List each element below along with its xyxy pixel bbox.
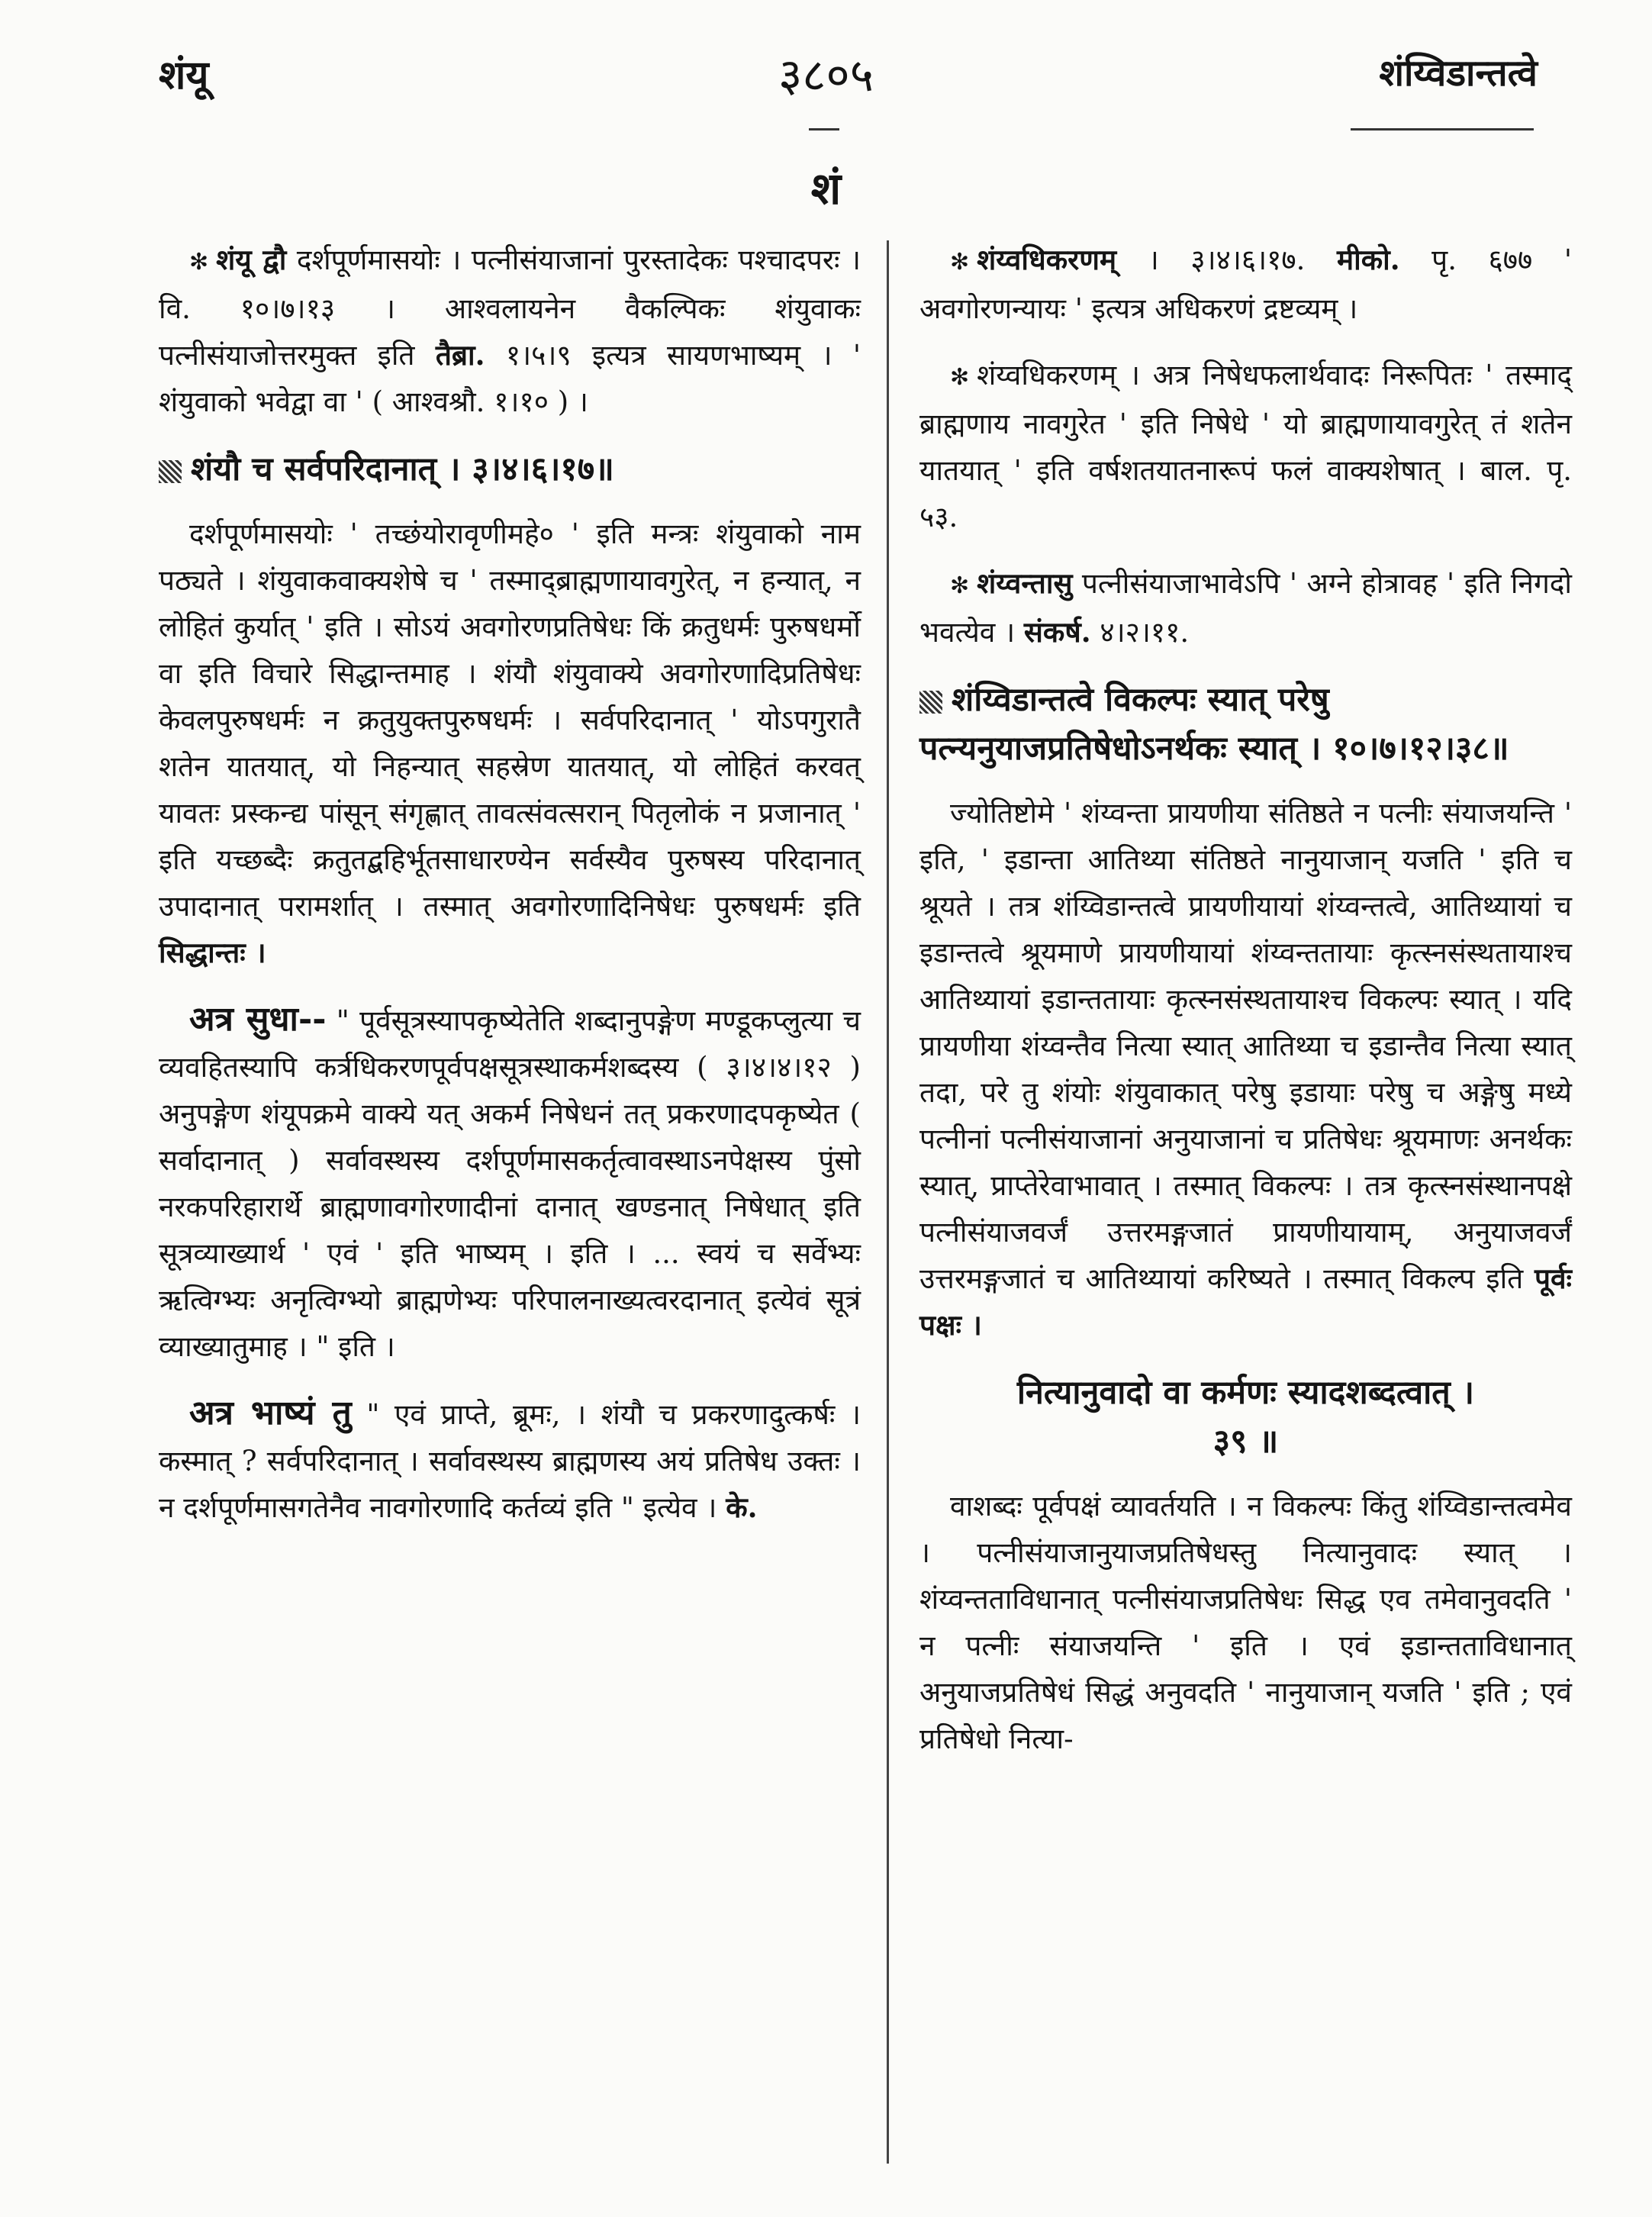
column-divider <box>887 240 889 2164</box>
left-entry-shamyu <box>159 237 861 425</box>
entry-headword: शंयू द्वौ <box>216 243 287 276</box>
right-entry-adhikarana-2 <box>919 352 1572 540</box>
section-letter: शं <box>810 163 842 214</box>
entry-text: । अत्र निषेधफलार्थवादः निरूपितः ' तस्माद् ब्राह्मणाय नावगुरेत ' इति निषेधे ' यो ब्राह्मणायावगुरेत् तं शतेन यातयात् ' इति वर्षशतयातनारूपं फलं वाक्यशेषात् । बाल. पृ. ५३. <box>919 359 1573 533</box>
sutra-mark-icon <box>159 460 182 483</box>
asterisk-icon: ✻ <box>950 249 970 276</box>
right-paragraph <box>919 790 1572 1349</box>
source-abbrev: के. <box>726 1490 758 1524</box>
entry-headword: शंय्वधिकरणम् <box>977 359 1117 392</box>
entry-text: । ३।४।६।१७. <box>1148 243 1306 276</box>
right-paragraph-2 <box>919 1483 1572 1762</box>
left-column <box>159 237 861 1551</box>
header-right-word: शंय्विडान्तत्वे <box>1379 52 1538 95</box>
header-left-word: शंयू <box>159 52 209 98</box>
sutra-text: शंयौ च सर्वपरिदानात् । ३।४।६।१७॥ <box>191 450 614 488</box>
left-paragraph-bhashya <box>159 1390 861 1531</box>
header-rule-center <box>809 128 839 131</box>
sutra-text: शंय्विडान्तत्वे विकल्पः स्यात् परेषु पत्न्यनुयाजप्रतिषेधोऽनर्थकः स्यात् । १०।७।१२।३८॥ <box>919 681 1509 768</box>
right-entry-shamyvantasu <box>919 560 1572 656</box>
bhashya-label: अत्र भाष्यं तु <box>189 1394 352 1432</box>
sudha-label: अत्र सुधा-- <box>189 1000 327 1039</box>
header-rule-right <box>1351 128 1534 131</box>
right-column <box>919 237 1572 1782</box>
sutra-text: नित्यानुवादो वा कर्मणः स्यादशब्दत्वात् । <box>1016 1374 1475 1412</box>
left-paragraph <box>159 511 861 976</box>
right-entry-adhikarana <box>919 237 1572 332</box>
sutra-heading <box>919 675 1572 773</box>
paragraph-text: " पूर्वसूत्रस्यापकृष्येतेति शब्दानुपङ्गेण मण्डूकप्लुत्या च व्यवहितस्यापि कर्त्रधिकरणपूर्वपक्षसूत्रस्थाकर्मशब्दस्य ( ३।४।४।१२ ) अनुपङ्गेण शंयूपक्रमे वाक्ये यत् अकर्म निषेधनं तत् प्रकरणादपकृष्येत ( सर्वादानात् ) सर्वावस्थस्य दर्शपूर्णमासकर्तृत्वावस्थाऽनपेक्षस्य पुंसो नरकपरिहारार्थे ब्राह्मणावगोरणादीनां दानात् खण्डनात् निषेधात् इति सूत्रव्याख्यार्थ ' एवं ' इति भाष्यम् । इति । ... स्वयं च सर्वेभ्यः ऋत्विग्भ्यः अनृत्विग्भ्यो ब्राह्मणेभ्यः परिपालनाख्यत्वरदानात् इत्येवं सूत्रं व्याख्यातुमाह । " इति । <box>159 1004 861 1363</box>
paragraph-text: वाशब्दः पूर्वपक्षं व्यावर्तयति । न विकल्पः किंतु शंय्विडान्तत्वमेव । पत्नीसंयाजानुयाजप्रतिषेधस्तु नित्यानुवादः स्यात् । शंय्वन्तताविधानात् पत्नीसंयाजप्रतिषेधः सिद्ध एव तमेवानुवदति ' न पत्नीः संयाजयन्ति ' इति । एवं इडान्तताविधानात् अनुयाजप्रतिषेधं सिद्धं अनुवदति ' नानुयाजान् यजति ' इति ; एवं प्रतिषेधो नित्या- <box>919 1490 1572 1755</box>
sutra-heading-2 <box>919 1368 1572 1466</box>
sutra-mark-icon <box>919 691 942 714</box>
purvapaksha-label: पूर्वः पक्षः । <box>919 1262 1573 1342</box>
paragraph-text: दर्शपूर्णमासयोः ' तच्छंयोरावृणीमहे० ' इति मन्त्रः शंयुवाको नाम पठ्यते । शंयुवाकवाक्यशेषे च ' तस्माद्ब्राह्मणायावगुरेत्, न हन्यात्, न लोहितं कुर्यात् ' इति । सोऽयं अवगोरणप्रतिषेधः किं क्रतुधर्मः पुरुषधर्मो वा इति विचारे सिद्धान्तमाह । शंयौ शंयुवाक्ये अवगोरणादिप्रतिषेधः केवलपुरुषधर्मः न क्रतुयुक्तपुरुषधर्मः । सर्वपरिदानात् ' योऽपगुरातै शतेन यातयात्, यो निहन्यात् सहस्रेण यातयात्, यो लोहितं करवत् यावतः प्रस्कन्द्य पांसून् संगृह्णात् तावत्संवत्सरान् पितृलोकं न प्रजानात् ' इति यच्छब्दैः क्रतुतद्बहिर्भूतसाधारण्येन सर्वस्यैव पुरुषस्य परिदानात् उपादानात् परामर्शात् । तस्मात् अवगोरणादिनिषेधः पुरुषधर्मः इति <box>159 517 861 923</box>
asterisk-icon: ✻ <box>189 249 209 276</box>
asterisk-icon: ✻ <box>950 572 970 599</box>
sutra-number: ३९ ॥ <box>1212 1423 1279 1461</box>
entry-ref: संकर्ष. <box>1023 615 1091 649</box>
page-number: ३८०५ <box>778 49 874 102</box>
asterisk-icon: ✻ <box>950 364 970 391</box>
conclusion-label: सिद्धान्तः । <box>159 936 266 969</box>
entry-text: पत्नीसंयाजाभावेऽपि ' अग्ने होत्रावह ' इति निगदो भवत्येव । <box>919 567 1573 649</box>
left-paragraph-sudha <box>159 996 861 1370</box>
entry-text: दर्शपूर्णमासयोः । पत्नीसंयाजानां पुरस्तादेकः पश्चादपरः । वि. १०।७।१३ । आश्वलायनेन वैकल्पिकः शंयुवाकः पत्नीसंयाजोत्तरमुक्त इति <box>159 243 861 372</box>
paragraph-text: ज्योतिष्टोमे ' शंय्वन्ता प्रायणीया संतिष्ठते न पत्नीः संयाजयन्ति ' इति, ' इडान्ता आतिथ्या संतिष्ठते नानुयाजान् यजति ' इति च श्रूयते । तत्र शंय्विडान्तत्वे प्रायणीयायां शंय्वन्तत्वे, आतिथ्यायां च इडान्तत्वे श्रूयमाणे प्रायणीयायां शंय्वन्ततायाः कृत्स्नसंस्थतायाश्च आतिथ्यायां इडान्ततायाः कृत्स्नसंस्थतायाश्च विकल्पः स्यात् । यदि प्रायणीया शंय्वन्तैव नित्या स्यात् आतिथ्या च इडान्तैव नित्या स्यात् तदा, परे तु शंयोः शंयुवाकात् परेषु इडायाः परेषु च अङ्गेषु मध्ये पत्नीनां पत्नीसंयाजानां अनुयाजानां च प्रतिषेधः श्रूयमाणः अनर्थकः स्यात्, प्राप्तेरेवाभावात् । तस्मात् विकल्पः । तत्र कृत्स्नसंस्थानपक्षे पत्नीसंयाजवर्जं उत्तरमङ्गजातं प्रायणीयायाम्, अनुयाजवर्जं उत्तरमङ्गजातं च आतिथ्यायां करिष्यते । तस्मात् विकल्प इति <box>919 797 1572 1295</box>
sutra-heading <box>159 445 861 494</box>
entry-ref: तैब्रा. <box>435 338 485 372</box>
entry-headword: शंय्वन्तासु <box>977 566 1073 600</box>
entry-text: पृ. ६७७ ' अवगोरणन्यायः ' इत्यत्र अधिकरणं द्रष्टव्यम् । <box>919 243 1573 325</box>
entry-text: १।५।९ इत्यत्र सायणभाष्यम् । ' शंयुवाको भवेद्वा वा ' ( आश्वश्रौ. १।१० ) । <box>159 339 861 418</box>
paragraph-text: " एवं प्राप्ते, ब्रूमः, । शंयौ च प्रकरणादुत्कर्षः । कस्मात् ? सर्वपरिदानात् । सर्वावस्थस्य ब्राह्मणस्य अयं प्रतिषेध उक्तः । न दर्शपूर्णमासगतेनैव नावगोरणादि कर्तव्यं इति " इत्येव । <box>159 1398 861 1524</box>
entry-ref: मीको. <box>1336 243 1400 276</box>
entry-text: ४।२।११. <box>1100 616 1190 649</box>
entry-headword: शंय्वधिकरणम् <box>977 243 1117 276</box>
